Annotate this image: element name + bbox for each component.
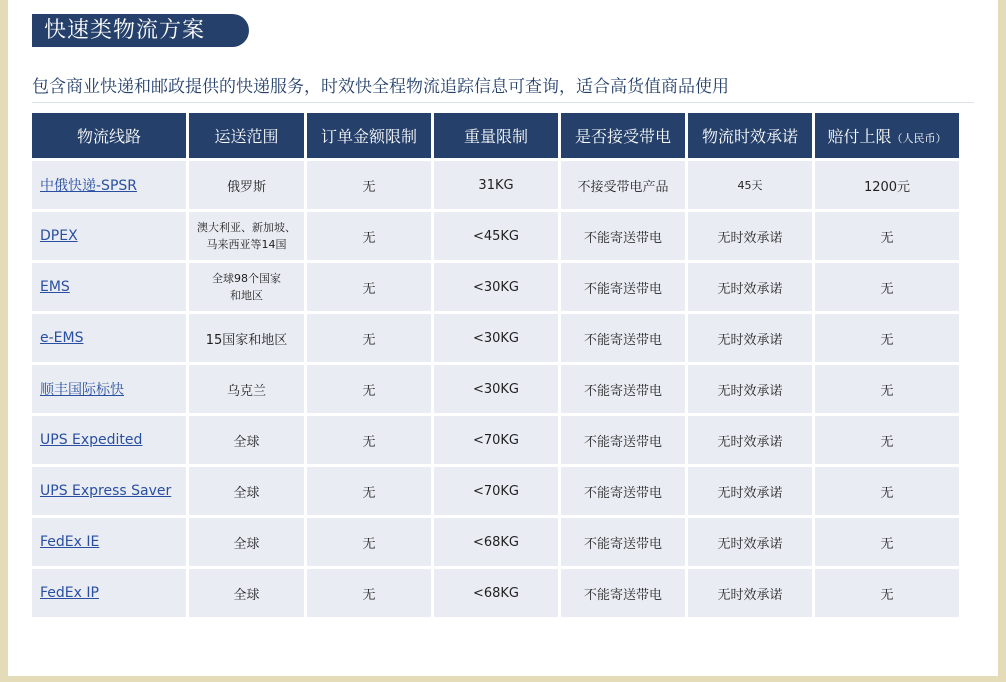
route-link[interactable]: e-EMS	[40, 330, 84, 346]
route-link[interactable]: EMS	[40, 279, 70, 295]
header-battery: 是否接受带电	[561, 113, 685, 158]
delivery-promise-cell: 无时效承诺	[688, 467, 812, 515]
compensation-cell: 1200元	[815, 161, 959, 209]
amount-limit-cell: 无	[307, 263, 431, 311]
table-row	[32, 416, 959, 464]
weight-limit-cell: 31KG	[434, 161, 558, 209]
weight-limit-cell: <68KG	[434, 569, 558, 617]
scope-cell: 乌克兰	[189, 365, 304, 413]
logistics-table	[29, 110, 962, 620]
amount-limit-cell: 无	[307, 416, 431, 464]
route-cell	[32, 467, 186, 515]
compensation-cell: 无	[815, 569, 959, 617]
weight-limit-cell: <30KG	[434, 263, 558, 311]
weight-limit-cell: <70KG	[434, 467, 558, 515]
route-cell	[32, 365, 186, 413]
route-link[interactable]: UPS Express Saver	[40, 483, 172, 499]
scope-cell: 全球	[189, 416, 304, 464]
amount-limit-cell: 无	[307, 467, 431, 515]
route-cell	[32, 416, 186, 464]
compensation-cell: 无	[815, 212, 959, 260]
battery-cell: 不能寄送带电	[561, 263, 685, 311]
compensation-cell: 无	[815, 467, 959, 515]
table-header-row	[32, 113, 959, 158]
table-row	[32, 569, 959, 617]
table-row	[32, 161, 959, 209]
compensation-cell: 无	[815, 314, 959, 362]
delivery-promise-cell: 无时效承诺	[688, 365, 812, 413]
delivery-promise-cell: 无时效承诺	[688, 518, 812, 566]
compensation-cell: 无	[815, 365, 959, 413]
route-link[interactable]: FedEx IP	[40, 585, 99, 601]
scope-cell: 俄罗斯	[189, 161, 304, 209]
route-cell	[32, 263, 186, 311]
battery-cell: 不能寄送带电	[561, 518, 685, 566]
table-body	[32, 161, 959, 617]
battery-cell: 不能寄送带电	[561, 212, 685, 260]
compensation-cell: 无	[815, 416, 959, 464]
scope-cell: 全球	[189, 569, 304, 617]
amount-limit-cell: 无	[307, 518, 431, 566]
delivery-promise-cell: 无时效承诺	[688, 263, 812, 311]
header-compensation	[815, 113, 959, 158]
page-subtitle: 包含商业快递和邮政提供的快递服务，时效快全程物流追踪信息可查询，适合高货值商品使用	[32, 77, 729, 97]
delivery-promise-cell: 无时效承诺	[688, 212, 812, 260]
amount-limit-cell: 无	[307, 212, 431, 260]
amount-limit-cell: 无	[307, 365, 431, 413]
delivery-promise-cell: 无时效承诺	[688, 314, 812, 362]
header-weight-limit: 重量限制	[434, 113, 558, 158]
compensation-cell: 无	[815, 263, 959, 311]
route-link[interactable]: 中俄快递-SPSR	[40, 178, 137, 194]
weight-limit-cell: <68KG	[434, 518, 558, 566]
table-row	[32, 263, 959, 311]
route-cell	[32, 518, 186, 566]
table-row	[32, 314, 959, 362]
header-compensation-unit: （人民币）	[891, 132, 947, 145]
table-row	[32, 365, 959, 413]
battery-cell: 不接受带电产品	[561, 161, 685, 209]
weight-limit-cell: <70KG	[434, 416, 558, 464]
scope-cell: 澳大利亚、新加坡、 马来西亚等14国	[189, 212, 304, 260]
amount-limit-cell: 无	[307, 314, 431, 362]
scope-cell: 全球	[189, 467, 304, 515]
weight-limit-cell: <45KG	[434, 212, 558, 260]
table-row	[32, 518, 959, 566]
table-row	[32, 212, 959, 260]
divider	[32, 102, 974, 103]
header-amount-limit: 订单金额限制	[307, 113, 431, 158]
scope-cell: 15国家和地区	[189, 314, 304, 362]
page-title: 快速类物流方案	[32, 14, 249, 47]
weight-limit-cell: <30KG	[434, 365, 558, 413]
delivery-promise-cell: 无时效承诺	[688, 416, 812, 464]
scope-cell: 全球	[189, 518, 304, 566]
route-link[interactable]: 顺丰国际标快	[40, 382, 124, 398]
route-link[interactable]: UPS Expedited	[40, 432, 143, 448]
route-cell	[32, 212, 186, 260]
route-cell	[32, 569, 186, 617]
page-panel	[8, 0, 998, 676]
battery-cell: 不能寄送带电	[561, 467, 685, 515]
weight-limit-cell: <30KG	[434, 314, 558, 362]
amount-limit-cell: 无	[307, 569, 431, 617]
battery-cell: 不能寄送带电	[561, 365, 685, 413]
battery-cell: 不能寄送带电	[561, 569, 685, 617]
delivery-promise-cell: 无时效承诺	[688, 569, 812, 617]
header-route: 物流线路	[32, 113, 186, 158]
header-delivery-promise: 物流时效承诺	[688, 113, 812, 158]
battery-cell: 不能寄送带电	[561, 416, 685, 464]
compensation-cell: 无	[815, 518, 959, 566]
table-row	[32, 467, 959, 515]
route-cell	[32, 314, 186, 362]
battery-cell: 不能寄送带电	[561, 314, 685, 362]
route-cell	[32, 161, 186, 209]
scope-cell: 全球98个国家 和地区	[189, 263, 304, 311]
route-link[interactable]: DPEX	[40, 228, 78, 244]
amount-limit-cell: 无	[307, 161, 431, 209]
delivery-promise-cell: 45天	[688, 161, 812, 209]
header-compensation-label: 赔付上限	[827, 127, 892, 146]
header-scope: 运送范围	[189, 113, 304, 158]
route-link[interactable]: FedEx IE	[40, 534, 100, 550]
